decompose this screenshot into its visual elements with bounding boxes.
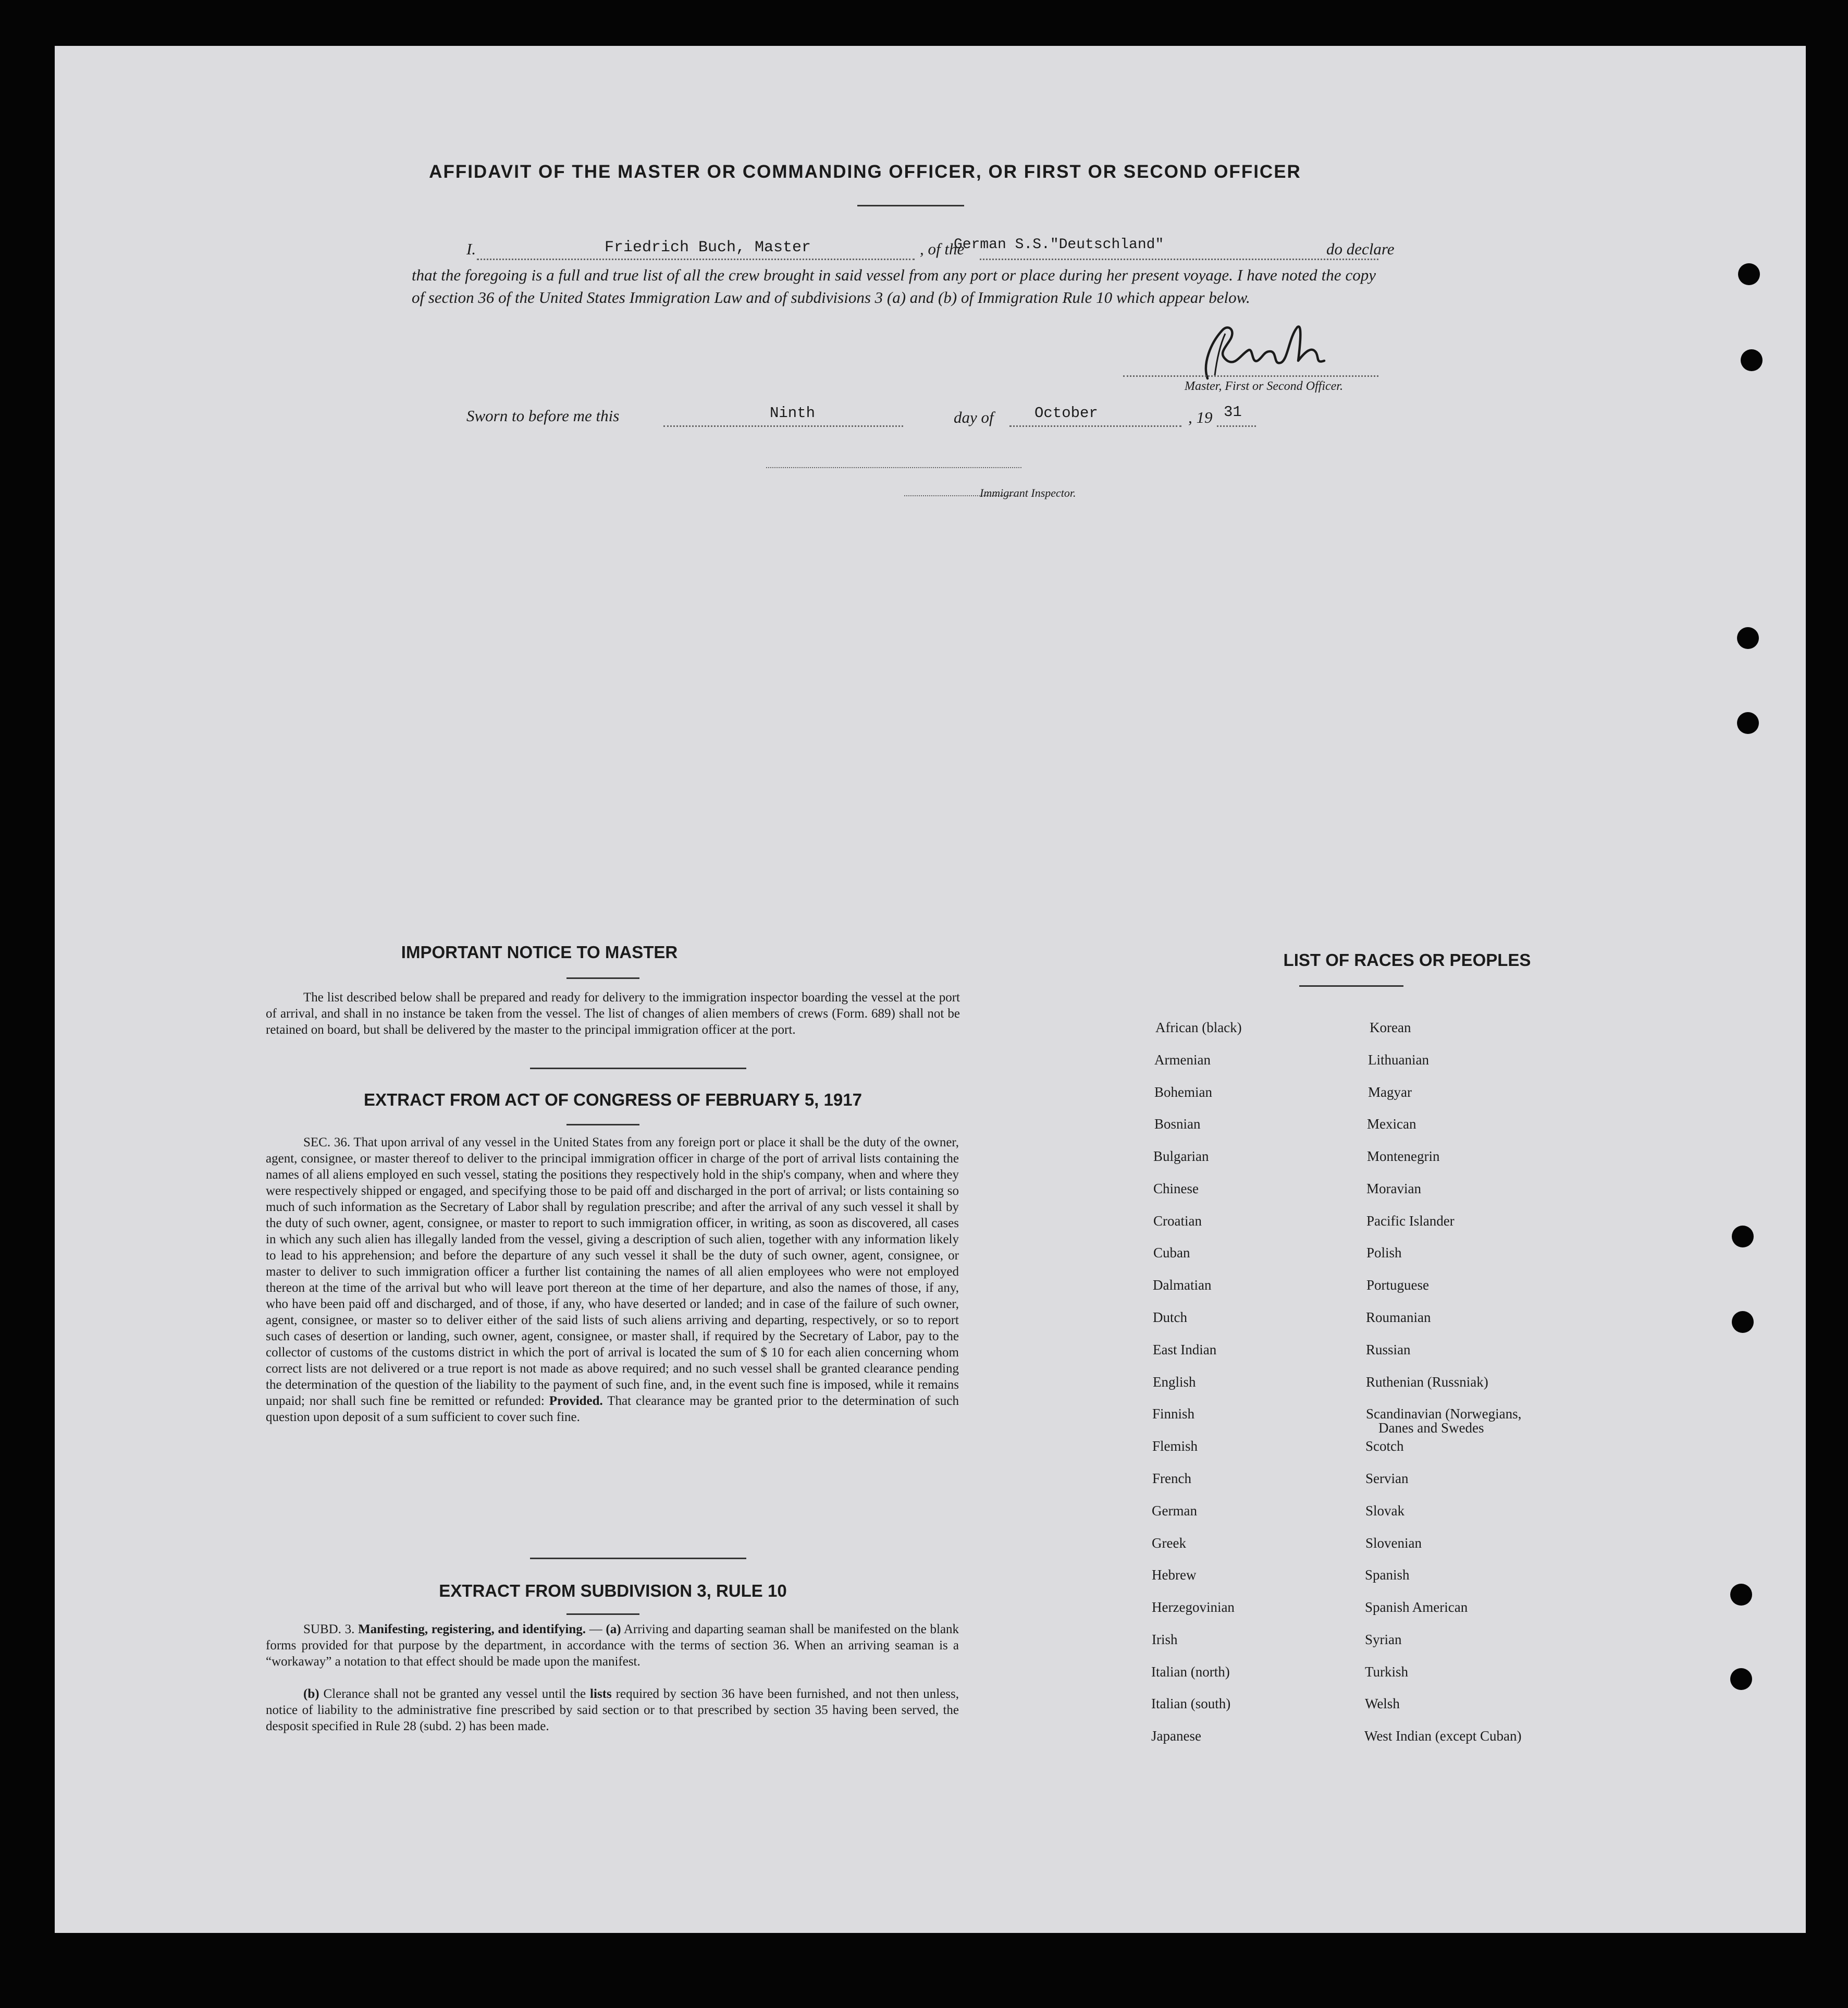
race-roumanian: Roumanian bbox=[1366, 1309, 1431, 1325]
inspector-line bbox=[766, 467, 1021, 468]
punch-hole bbox=[1741, 349, 1763, 371]
race-bosnian: Bosnian bbox=[1154, 1116, 1201, 1132]
race-korean: Korean bbox=[1370, 1020, 1411, 1035]
sworn-day: Ninth bbox=[770, 405, 816, 422]
punch-hole bbox=[1737, 627, 1759, 649]
race-croatian: Croatian bbox=[1153, 1213, 1202, 1229]
race-pacific-islander: Pacific Islander bbox=[1366, 1213, 1455, 1229]
rule-para-a bbox=[266, 1621, 959, 1670]
race-mexican: Mexican bbox=[1367, 1116, 1416, 1132]
race-lithuanian: Lithuanian bbox=[1368, 1052, 1429, 1068]
dash: — bbox=[589, 1622, 602, 1636]
subd-heading: Manifesting, registering, and identifying. bbox=[358, 1622, 586, 1636]
para-b-text-end: required by section 36 have been furnished, and not then unless, notice of liability to the administrative fine prescribed by said section or to that prescribed by section 35 having been served, the desposit specified in Rule 28 (subd. 2) has been made. bbox=[266, 1687, 959, 1733]
sworn-month: October bbox=[1034, 405, 1098, 422]
race-syrian: Syrian bbox=[1365, 1632, 1402, 1647]
day-of-label: day of bbox=[954, 408, 994, 426]
punch-hole bbox=[1738, 263, 1760, 285]
race-hebrew: Hebrew bbox=[1152, 1567, 1197, 1583]
race-german: German bbox=[1152, 1503, 1197, 1519]
act-text-end: That clearance may be granted prior to the determination of such question upon deposit of a sum sufficient to cover such fine. bbox=[266, 1394, 959, 1424]
race-italian-south: Italian (south) bbox=[1151, 1696, 1231, 1711]
race-russian: Russian bbox=[1366, 1342, 1411, 1357]
race-spanish-american: Spanish American bbox=[1365, 1599, 1468, 1615]
race-moravian: Moravian bbox=[1366, 1181, 1421, 1196]
punch-hole bbox=[1737, 712, 1759, 734]
race-bohemian: Bohemian bbox=[1154, 1084, 1212, 1100]
sworn-year: 31 bbox=[1224, 403, 1242, 421]
punch-hole bbox=[1732, 1226, 1754, 1247]
document-page bbox=[55, 46, 1806, 1933]
race-scandinavian-continuation: Danes and Swedes bbox=[1378, 1420, 1484, 1436]
signature-line bbox=[1123, 375, 1378, 377]
officer-signature bbox=[1175, 307, 1347, 385]
race-flemish: Flemish bbox=[1152, 1438, 1198, 1454]
race-portuguese: Portuguese bbox=[1366, 1277, 1429, 1293]
race-african-black: African (black) bbox=[1155, 1020, 1242, 1035]
act-text: SEC. 36. That upon arrival of any vessel in the United States from any foreign port or place it shall be the duty of the owner, agent, consignee, or master thereof to deliver to the principal immigration officer in charge of the port of arrival lists containing the names of all aliens employed en such vessel, stating the positions they respectively hold in the ship's company, when and where they were respectively shipped or engaged, and specifying those to be paid off and discharged in the port of arrival; or lists containing so much of such information as the Secretary of Labor shall by regulation prescribe; and after the arrival of any such vessel it shall by the duty of such owner, agent, consignee, or master to report to such immigration officer, in writing, as soon as discovered, all cases in which any such alien has illegally landed from the vessel, giving a description of such alien, together with any information likely to lead to his apprehension; and before the departure of any such vessel it shall be the duty of such owner, agent, consignee, or master to deliver to such immigration officer a further list containing the names of all alien employees who were not employed thereon at the time of the arrival but who will leave port thereon at the time of her departure, and also the names of those, if any, who have been paid off and discharged, and of those, if any, who have deserted or landed; and in case of the failure of such owner, agent, consignee, or master so to deliver either of the said lists of such aliens arriving and departing, respectively, or so to report such cases of desertion or landing, such owner, agent, consignee, or master shall, if required by the Secretary of Labor, pay to the collector of customs of the customs district in which the port of arrival is located the sum of $ 10 for each alien concerning whom correct lists are not delivered or a true report is not made as above required; and no such vessel shall be granted clearance pending the determination of the question of the liability to the payment of such fine, and, in the event such fine is imposed, while it remains unpaid; nor shall such fine be remitted or refunded: bbox=[266, 1135, 959, 1408]
name-blank bbox=[477, 259, 915, 260]
race-ruthenian: Ruthenian (Russniak) bbox=[1366, 1374, 1488, 1390]
divider bbox=[566, 1124, 639, 1125]
para-b-label: (b) bbox=[303, 1687, 319, 1701]
race-cuban: Cuban bbox=[1153, 1245, 1190, 1260]
race-chinese: Chinese bbox=[1153, 1181, 1199, 1196]
divider bbox=[566, 1613, 639, 1615]
divider bbox=[530, 1558, 746, 1559]
punch-hole bbox=[1732, 1311, 1754, 1333]
signature-caption: Master, First or Second Officer. bbox=[1185, 379, 1343, 393]
year-blank bbox=[1217, 425, 1256, 427]
race-turkish: Turkish bbox=[1365, 1664, 1409, 1680]
race-english: English bbox=[1153, 1374, 1196, 1390]
race-armenian: Armenian bbox=[1154, 1052, 1211, 1068]
race-italian-north: Italian (north) bbox=[1151, 1664, 1230, 1680]
race-montenegrin: Montenegrin bbox=[1367, 1148, 1440, 1164]
vessel-blank bbox=[980, 259, 1378, 260]
of-the-label: , of the bbox=[920, 240, 965, 258]
race-west-indian: West Indian (except Cuban) bbox=[1364, 1728, 1522, 1744]
para-a-label: (a) bbox=[606, 1622, 621, 1636]
race-scotch: Scotch bbox=[1365, 1438, 1404, 1454]
provided-keyword: Provided. bbox=[549, 1394, 603, 1408]
race-dutch: Dutch bbox=[1153, 1309, 1187, 1325]
race-servian: Servian bbox=[1365, 1471, 1409, 1486]
race-japanese: Japanese bbox=[1151, 1728, 1201, 1744]
divider bbox=[857, 205, 964, 206]
affidavit-title: AFFIDAVIT OF THE MASTER OR COMMANDING OFFICER, OR FIRST OR SECOND OFFICER bbox=[429, 162, 1301, 182]
declarant-prefix: I. bbox=[466, 240, 476, 258]
lists-keyword: lists bbox=[590, 1687, 612, 1701]
race-greek: Greek bbox=[1152, 1535, 1186, 1551]
race-bulgarian: Bulgarian bbox=[1153, 1148, 1209, 1164]
divider bbox=[530, 1068, 746, 1069]
year-prefix: , 19 bbox=[1188, 408, 1213, 426]
para-b-text: Clerance shall not be granted any vessel until the bbox=[323, 1687, 586, 1701]
rule-para-b bbox=[266, 1686, 959, 1734]
race-spanish: Spanish bbox=[1365, 1567, 1410, 1583]
rule-extract-title: EXTRACT FROM SUBDIVISION 3, RULE 10 bbox=[439, 1581, 787, 1600]
races-title: LIST OF RACES OR PEOPLES bbox=[1283, 950, 1531, 970]
race-french: French bbox=[1152, 1471, 1191, 1486]
notice-title: IMPORTANT NOTICE TO MASTER bbox=[401, 942, 678, 962]
notice-body: The list described below shall be prepared and ready for delivery to the immigration inspector boarding the vessel at the port of arrival, and shall in no instance be taken from the vessel. The list of changes of alien members of crews (Form. 689) shall not be retained on board, but shall be delivered by the master to the principal immigration officer at the port. bbox=[266, 990, 960, 1037]
master-name: Friedrich Buch, Master bbox=[605, 239, 811, 256]
race-welsh: Welsh bbox=[1365, 1696, 1400, 1711]
act-extract-title: EXTRACT FROM ACT OF CONGRESS OF FEBRUARY 5, 1917 bbox=[364, 1090, 862, 1109]
punch-hole bbox=[1730, 1584, 1752, 1606]
declare-label: do declare bbox=[1326, 240, 1395, 258]
race-east-indian: East Indian bbox=[1153, 1342, 1217, 1357]
race-slovak: Slovak bbox=[1365, 1503, 1405, 1519]
inspector-caption: Immigrant Inspector. bbox=[980, 486, 1076, 499]
day-blank bbox=[663, 425, 903, 427]
race-scandinavian: Scandinavian (Norwegians, bbox=[1366, 1406, 1522, 1422]
race-slovenian: Slovenian bbox=[1365, 1535, 1422, 1551]
race-finnish: Finnish bbox=[1152, 1406, 1195, 1422]
divider bbox=[566, 977, 639, 979]
race-irish: Irish bbox=[1152, 1632, 1178, 1647]
subd-label: SUBD. 3. bbox=[303, 1622, 355, 1636]
month-blank bbox=[1009, 425, 1181, 427]
punch-hole bbox=[1730, 1668, 1752, 1690]
race-polish: Polish bbox=[1366, 1245, 1402, 1260]
race-magyar: Magyar bbox=[1368, 1084, 1412, 1100]
act-extract-body bbox=[266, 1134, 959, 1425]
para-a-text: Arriving and daparting seaman shall be manifested on the blank forms provided for that purpose by the department, in accordance with the terms of section 36. When an arriving seaman is a “workaway” a notation to that effect should be made upon the manifest. bbox=[266, 1622, 959, 1669]
divider bbox=[1299, 985, 1403, 987]
affidavit-body: that the foregoing is a full and true list of all the crew brought in said vessel from any port or place during her present voyage. I have noted the copy of section 36 of the United States Immigration Law and of subdivisions 3 (a) and (b) of Immigration Rule 10 which appear below. bbox=[412, 266, 1376, 307]
race-herzegovinian: Herzegovinian bbox=[1152, 1599, 1235, 1615]
race-dalmatian: Dalmatian bbox=[1153, 1277, 1212, 1293]
sworn-label: Sworn to before me this bbox=[466, 407, 620, 425]
vessel-name: German S.S."Deutschland" bbox=[954, 237, 1164, 253]
